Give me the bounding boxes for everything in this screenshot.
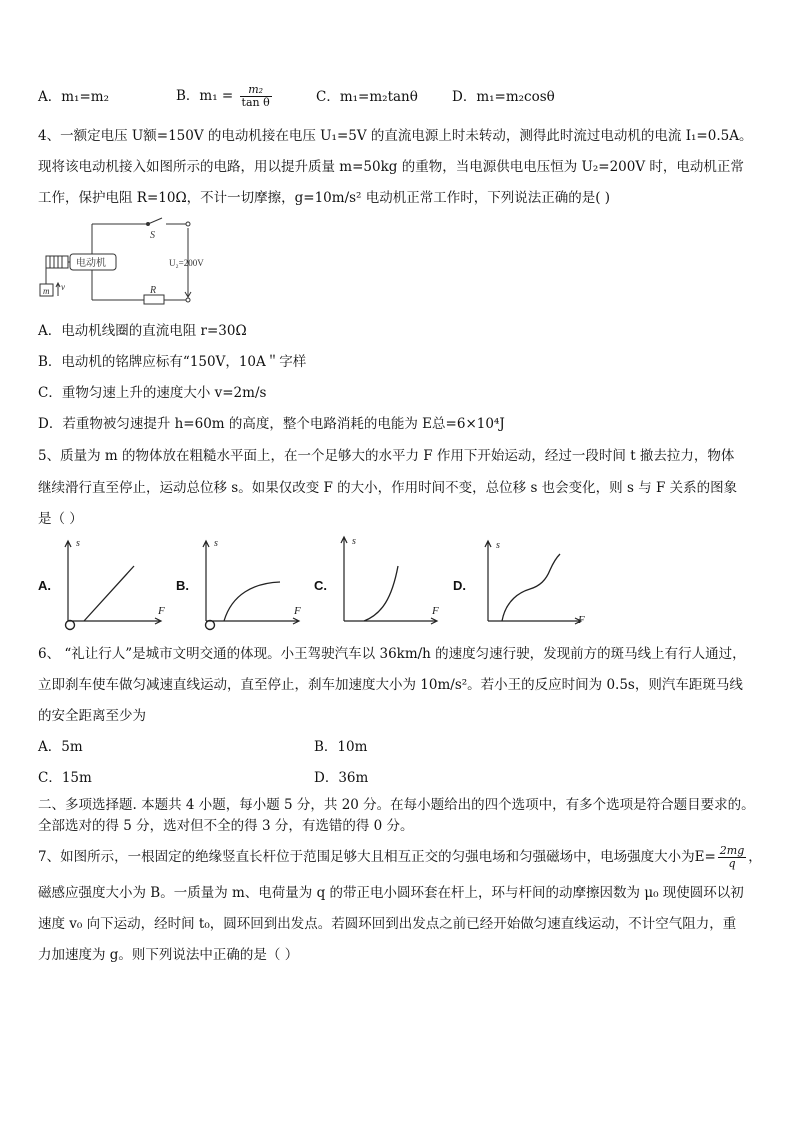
q5-graph-c <box>336 532 456 632</box>
q5-graph-d-ylabel: s <box>496 540 500 551</box>
q6-stem-line-1: 6、 “礼让行人”是城市文明交通的体现。小王驾驶汽车以 36km/h 的速度匀速行驶，发现前方的斑马线上有行人通过， <box>38 646 746 662</box>
q6-option-d: D．36m <box>314 770 369 786</box>
q7-stem-line-4: 力加速度为 g。则下列说法中正确的是（ ） <box>38 947 299 963</box>
q3-b-numerator: m₂ <box>240 84 272 97</box>
resistor-label: R <box>150 285 157 296</box>
motor-label: 电动机 <box>76 258 106 269</box>
q4-option-d: D．若重物被匀速提升 h=60m 的高度，整个电路消耗的电能为 E总=6×10⁴J <box>38 416 505 432</box>
q5-graph-b-xlabel: F <box>294 605 301 617</box>
q6-option-a: A．5m <box>38 739 83 755</box>
q4-option-b: B．电动机的铭牌应标有“150V，10A＂字样 <box>38 354 307 370</box>
q4-circuit-diagram <box>36 214 222 306</box>
q5-graph-a-xlabel: F <box>158 605 165 617</box>
q6-option-b: B．10m <box>314 739 368 755</box>
q3-option-b-prefix: B．m₁ = <box>176 88 238 104</box>
q6-stem-line-3: 的安全距离至少为 <box>38 708 146 724</box>
q4-option-c: C．重物匀速上升的速度大小 v=2m/s <box>38 385 267 401</box>
q4-stem-line-2: 现将该电动机接入如图所示的电路，用以提升质量 m=50kg 的重物，当电源供电电压恒为 U₂=200V 时，电动机正常 <box>38 159 744 175</box>
q6-option-c: C．15m <box>38 770 92 786</box>
q5-stem-line-3: 是（ ） <box>38 511 83 527</box>
q7-line-1-text: 7、如图所示，一根固定的绝缘竖直长杆位于范围足够大且相互正交的匀强电场和匀强磁场中，电场强度大小为E= <box>38 849 716 865</box>
q5-graph-b-label: B. <box>176 578 189 593</box>
q7-e-numerator: 2mg <box>719 844 745 857</box>
q7-e-denominator: q <box>728 857 736 870</box>
q5-stem-line-2: 继续滑行直至停止，运动总位移 s。如果仅改变 F 的大小，作用时间不变，总位移 s 也会变化，则 s 与 F 关系的图象 <box>38 480 738 496</box>
q3-option-c: C．m₁=m₂tanθ <box>316 89 418 105</box>
q4-stem-line-3: 工作，保护电阻 R=10Ω，不计一切摩擦，g=10m/s² 电动机正常工作时，下列说法正确的是( ) <box>38 190 611 206</box>
q7-stem-line-3: 速度 v₀ 向下运动，经时间 t₀，圆环回到出发点。若圆环回到出发点之前已经开始做匀速直线运动，不计空气阻力，重 <box>38 916 737 932</box>
q3-option-b <box>176 81 274 111</box>
mass-label: m <box>43 286 50 296</box>
q4-stem-line-1: 4、一额定电压 U额=150V 的电动机接在电压 U₁=5V 的直流电源上时未转动，测得此时流过电动机的电流 I₁=0.5A。 <box>38 128 753 144</box>
q3-option-a: A．m₁=m₂ <box>38 89 109 105</box>
q5-stem-line-1: 5、质量为 m 的物体放在粗糙水平面上，在一个足够大的水平力 F 作用下开始运动，经过一段时间 t 撤去拉力，物体 <box>38 448 735 464</box>
q4-option-a: A．电动机线圈的直流电阻 r=30Ω <box>38 323 247 339</box>
q5-graph-d-label: D. <box>453 578 466 593</box>
q5-graph-d-xlabel: F <box>578 614 585 626</box>
q7-line-1-end: ， <box>748 849 762 865</box>
section2-instructions-line-2: 全部选对的得 5 分，选对但不全的得 3 分，有选错的得 0 分。 <box>38 818 414 834</box>
voltage-label: U₂=200V <box>169 258 204 268</box>
switch-label: S <box>150 230 155 241</box>
q6-stem-line-2: 立即刹车使车做匀减速直线运动，直至停止，刹车加速度大小为 10m/s²。若小王的反应时间为 0.5s，则汽车距斑马线 <box>38 677 743 693</box>
q5-graph-b <box>198 536 318 632</box>
q5-graph-b-ylabel: s <box>214 538 218 549</box>
q5-graph-c-label: C. <box>314 578 327 593</box>
q3-b-denominator: tan θ <box>241 96 270 109</box>
q5-graph-a-ylabel: s <box>76 538 80 549</box>
velocity-label: v <box>61 282 65 292</box>
q3-option-b-fraction <box>240 84 272 109</box>
q5-graph-c-ylabel: s <box>352 536 356 547</box>
q5-graph-a-label: A. <box>38 578 51 593</box>
q5-graph-a <box>60 536 180 632</box>
q5-graph-d <box>478 536 598 632</box>
q5-graph-c-xlabel: F <box>432 605 439 617</box>
q7-e-fraction <box>718 845 746 870</box>
section2-instructions-line-1: 二、多项选择题. 本题共 4 小题，每小题 5 分，共 20 分。在每小题给出的四个选项中，有多个选项是符合题目要求的。 <box>38 797 755 813</box>
q7-stem-line-1 <box>38 840 762 874</box>
q3-option-d: D．m₁=m₂cosθ <box>452 89 555 105</box>
q7-stem-line-2: 磁感应强度大小为 B。一质量为 m、电荷量为 q 的带正电小圆环套在杆上，环与杆间的动摩擦因数为 μ₀ 现使圆环以初 <box>38 885 744 901</box>
